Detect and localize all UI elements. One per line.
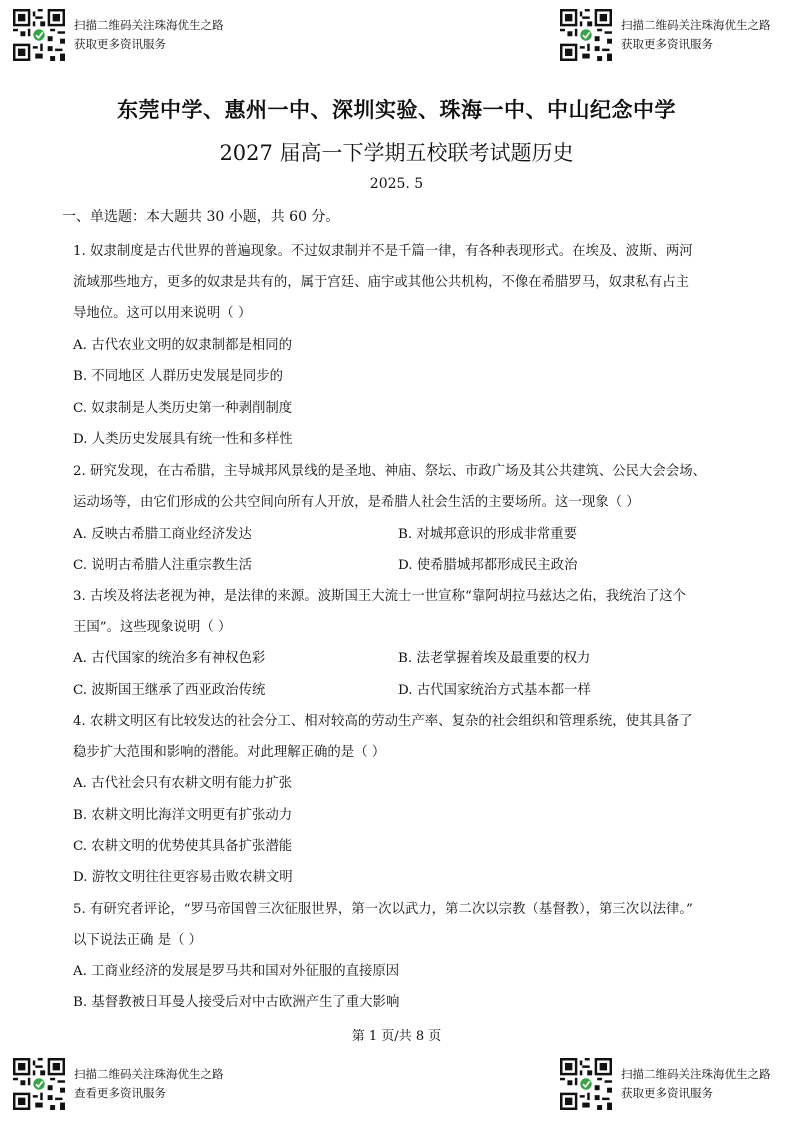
- watermark-line: 查看更多资讯服务: [74, 1086, 166, 1100]
- question-5-option-b: B. 基督教被日耳曼人接受后对中古欧洲产生了重大影响: [73, 995, 400, 1010]
- question-1-line-2: 流域那些地方，更多的奴隶是共有的，属于宫廷、庙宇或其他公共机构，不像在希腊罗马，奴隶私有占主: [73, 275, 689, 290]
- section-heading: 一、单选题：本大题共 30 小题，共 60 分。: [62, 209, 340, 225]
- page-number: 第 1 页/共 8 页: [351, 1029, 442, 1044]
- watermark-line: 获取更多资讯服务: [74, 37, 166, 51]
- exam-date: 2025. 5: [369, 176, 424, 192]
- question-1-option-d: D. 人类历史发展具有统一性和多样性: [73, 432, 293, 447]
- question-1-line-3: 导地位。这可以用来说明（ ）: [73, 306, 252, 321]
- question-2-option-b: B. 对城邦意识的形成非常重要: [398, 527, 578, 542]
- watermark-line: 获取更多资讯服务: [621, 1086, 713, 1100]
- question-4-line-2: 稳步扩大范围和影响的潜能。对此理解正确的是（ ）: [73, 745, 386, 760]
- question-1-line-1: 1. 奴隶制度是古代世界的普遍现象。不过奴隶制并不是千篇一律，有各种表现形式。在埃及、波斯、两河: [73, 244, 693, 259]
- question-2-option-a: A. 反映古希腊工商业经济发达: [73, 527, 252, 542]
- qr-code-icon: [13, 1058, 65, 1110]
- question-3-option-c: C. 波斯国王继承了西亚政治传统: [73, 683, 266, 698]
- question-3-line-1: 3. 古埃及将法老视为神，是法律的来源。波斯国王大流士一世宣称“靠阿胡拉马兹达之佑，我统治了这个: [73, 589, 687, 604]
- watermark-top-right: [621, 16, 771, 54]
- question-4-option-d: D. 游牧文明往往更容易击败农耕文明: [73, 870, 293, 885]
- question-3-option-b: B. 法老掌握着埃及最重要的权力: [398, 651, 591, 666]
- question-5-line-2: 以下说法正确 是（ ）: [73, 933, 203, 948]
- question-4-option-b: B. 农耕文明比海洋文明更有扩张动力: [73, 808, 293, 823]
- question-3-option-d: D. 古代国家统治方式基本都一样: [398, 683, 591, 698]
- question-2-option-d: D. 使希腊城邦都形成民主政治: [398, 558, 578, 573]
- watermark-line: 扫描二维码关注珠海优生之路: [621, 18, 771, 32]
- watermark-line: 扫描二维码关注珠海优生之路: [74, 18, 224, 32]
- question-2-line-2: 运动场等，由它们形成的公共空间向所有人开放，是希腊人社会生活的主要场所。这一现象（ ）: [73, 495, 640, 510]
- qr-code-icon: [13, 9, 65, 61]
- question-3-option-a: A. 古代国家的统治多有神权色彩: [73, 651, 266, 666]
- watermark-top-left: [74, 16, 224, 54]
- watermark-line: 扫描二维码关注珠海优生之路: [621, 1067, 771, 1081]
- question-4-line-1: 4. 农耕文明区有比较发达的社会分工、相对较高的劳动生产率、复杂的社会组织和管理系统，使其具备了: [73, 714, 693, 729]
- exam-title: 东莞中学、惠州一中、深圳实验、珠海一中、中山纪念中学: [117, 97, 676, 122]
- watermark-bottom-left: [74, 1065, 224, 1103]
- watermark-bottom-right: [621, 1065, 771, 1103]
- question-4-option-c: C. 农耕文明的优势使其具备扩张潜能: [73, 839, 293, 854]
- question-3-line-2: 王国”。这些现象说明（ ）: [73, 620, 232, 635]
- watermark-line: 扫描二维码关注珠海优生之路: [74, 1067, 224, 1081]
- question-2-option-c: C. 说明古希腊人注重宗教生活: [73, 558, 252, 573]
- qr-code-icon: [560, 1058, 612, 1110]
- question-1-option-c: C. 奴隶制是人类历史第一种剥削制度: [73, 401, 293, 416]
- question-4-option-a: A. 古代社会只有农耕文明有能力扩张: [73, 776, 293, 791]
- question-5-line-1: 5. 有研究者评论，“罗马帝国曾三次征服世界，第一次以武力，第二次以宗教（基督教），第三次以法律。”: [73, 902, 693, 917]
- question-1-option-a: A. 古代农业文明的奴隶制都是相同的: [73, 338, 293, 353]
- qr-code-icon: [560, 9, 612, 61]
- question-2-line-1: 2. 研究发现，在古希腊，主导城邦风景线的是圣地、神庙、祭坛、市政广场及其公共建筑、公民大会会场、: [73, 464, 706, 479]
- question-5-option-a: A. 工商业经济的发展是罗马共和国对外征服的直接原因: [73, 964, 400, 979]
- question-1-option-b: B. 不同地区 人群历史发展是同步的: [73, 369, 284, 384]
- exam-subtitle: 2027 届高一下学期五校联考试题历史: [219, 141, 574, 165]
- watermark-line: 获取更多资讯服务: [621, 37, 713, 51]
